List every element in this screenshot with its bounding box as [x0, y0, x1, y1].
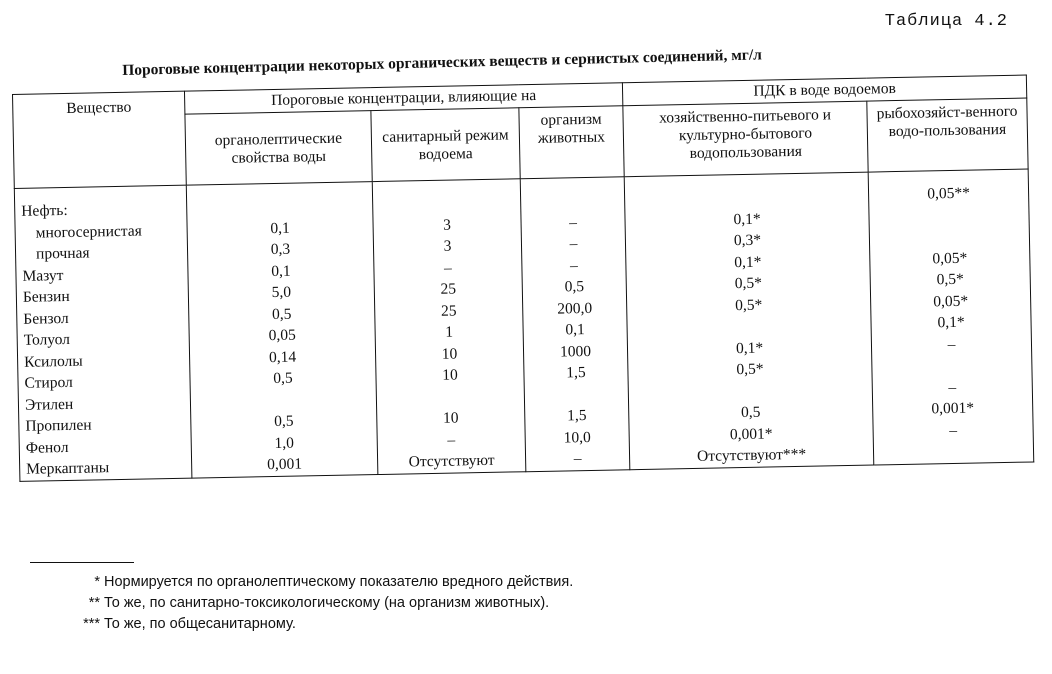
footnote-text: Нормируется по органолептическому показателю вредного действия.	[104, 574, 574, 590]
substance-name: Нефть:	[21, 201, 68, 220]
cell-value: 0,5	[740, 403, 761, 422]
substance-name: Меркаптаны	[26, 459, 110, 478]
cell-value: 0,05*	[932, 249, 968, 267]
cell-value: 0,1*	[735, 339, 764, 357]
cell-value: 0,5	[271, 305, 292, 323]
header-threshold-group: Пороговые концентрации, влияющие на	[184, 83, 622, 114]
footnote-text: То же, по санитарно-токсикологическому (на организм животных).	[104, 595, 550, 611]
cell-value	[869, 203, 1028, 228]
substance-name: Бензин	[22, 287, 70, 306]
cell-value: 0,1*	[734, 253, 762, 271]
cell-value: 25	[440, 302, 457, 320]
column-household	[624, 172, 874, 469]
substance-name: Пропилен	[25, 416, 92, 435]
cell-value: 0,5	[564, 278, 585, 296]
cell-value: 1000	[559, 342, 592, 361]
cell-value: –	[573, 450, 582, 468]
cell-value: 3	[443, 237, 452, 255]
cell-value: 0,1	[565, 321, 585, 339]
cell-value	[872, 353, 1031, 378]
column-animals	[520, 177, 630, 471]
cell-value: 0,5*	[936, 270, 964, 289]
substance-name: Стирол	[24, 373, 73, 392]
cell-value: 10,0	[563, 428, 591, 446]
header-fishery: рыбохозяйст-венного водо-пользования	[867, 98, 1028, 172]
cell-value: 25	[440, 280, 457, 298]
footnotes	[30, 562, 573, 635]
substance-name: Мазут	[22, 266, 64, 285]
header-sanitary: санитарный режим водоема	[371, 108, 520, 182]
data-table-wrapper	[12, 75, 1034, 482]
cell-value: 0,001	[267, 455, 303, 474]
cell-value: 0,5	[273, 369, 293, 388]
cell-value: –	[569, 235, 578, 253]
cell-value: 1,5	[566, 407, 587, 425]
cell-value: 0,14	[268, 348, 297, 366]
footnote	[30, 614, 573, 635]
cell-value: 0,05	[268, 326, 296, 345]
footnote-mark: **	[88, 595, 100, 611]
cell-value: –	[569, 213, 578, 231]
cell-value: 0,1	[271, 262, 291, 280]
cell-value	[373, 191, 520, 215]
cell-value: 3	[443, 216, 452, 234]
substance-name: Бензол	[23, 309, 69, 328]
substance-name: Фенол	[25, 438, 69, 457]
cell-value: 0,001*	[729, 424, 773, 443]
cell-value: 0,05*	[933, 292, 969, 310]
substance-name: Толуол	[23, 330, 71, 349]
cell-value	[525, 383, 628, 406]
cell-value: Отсутствуют***	[696, 445, 807, 465]
cell-value: –	[949, 421, 958, 439]
cell-value: 1	[445, 323, 454, 341]
footnote-mark: *	[94, 574, 100, 590]
cell-value: 0,1*	[733, 210, 761, 228]
cell-value: –	[947, 335, 956, 353]
footnote-rule	[30, 562, 134, 563]
cell-value	[874, 439, 1033, 464]
footnote	[30, 572, 573, 593]
cell-value: 0,3	[270, 240, 291, 259]
column-substance	[14, 185, 192, 481]
cell-value: 0,3*	[733, 231, 762, 250]
data-table	[12, 75, 1034, 482]
header-pdk-group: ПДК в воде водоемов	[622, 75, 1026, 106]
cell-value	[521, 189, 624, 212]
cell-value: –	[443, 259, 452, 277]
table-title: Пороговые концентрации некоторых органических веществ и сернистых соединений, мг/л	[122, 46, 763, 79]
substance-name: прочная	[35, 244, 90, 263]
cell-value: 0,05**	[927, 184, 971, 203]
cell-value: 5,0	[271, 283, 292, 302]
cell-value: 1,0	[274, 434, 295, 452]
cell-value: 10	[442, 366, 458, 384]
cell-value: –	[447, 431, 456, 449]
table-body-row	[14, 169, 1033, 481]
cell-value	[870, 225, 1029, 250]
substance-name: многосернистая	[35, 222, 142, 242]
cell-value: Отсутствуют	[408, 451, 495, 471]
footnote-text: То же, по общесанитарному.	[104, 616, 296, 632]
cell-value: 10	[441, 345, 458, 363]
cell-value: 0,5*	[736, 360, 764, 379]
cell-value: 0,001*	[931, 399, 975, 418]
column-organoleptic	[186, 182, 378, 478]
cell-value: 200,0	[557, 299, 593, 318]
header-animals: организм животных	[519, 106, 624, 179]
cell-value: 0,5*	[734, 274, 763, 293]
cell-value: –	[569, 256, 578, 274]
header-household: хозяйственно-питьевого и культурно-бытового водопользования	[623, 101, 868, 177]
table-number: Таблица 4.2	[884, 12, 1008, 31]
header-substance: Вещество	[13, 91, 187, 188]
substance-name: Этилен	[24, 395, 74, 414]
cell-value: 0,5	[273, 412, 294, 431]
substance-name: Ксилолы	[23, 352, 83, 371]
column-sanitary	[372, 179, 526, 474]
cell-value	[377, 385, 524, 409]
header-organoleptic: органолептические свойства воды	[185, 111, 372, 186]
cell-value: 0,1	[270, 219, 290, 237]
footnote-mark: ***	[83, 616, 100, 632]
footnote	[30, 593, 573, 614]
cell-value: 0,5*	[734, 296, 763, 314]
cell-value: 0,1*	[937, 313, 965, 332]
column-fishery	[868, 169, 1034, 465]
cell-value: 10	[442, 409, 459, 427]
cell-value: –	[948, 378, 957, 396]
cell-value: 1,5	[566, 364, 586, 382]
